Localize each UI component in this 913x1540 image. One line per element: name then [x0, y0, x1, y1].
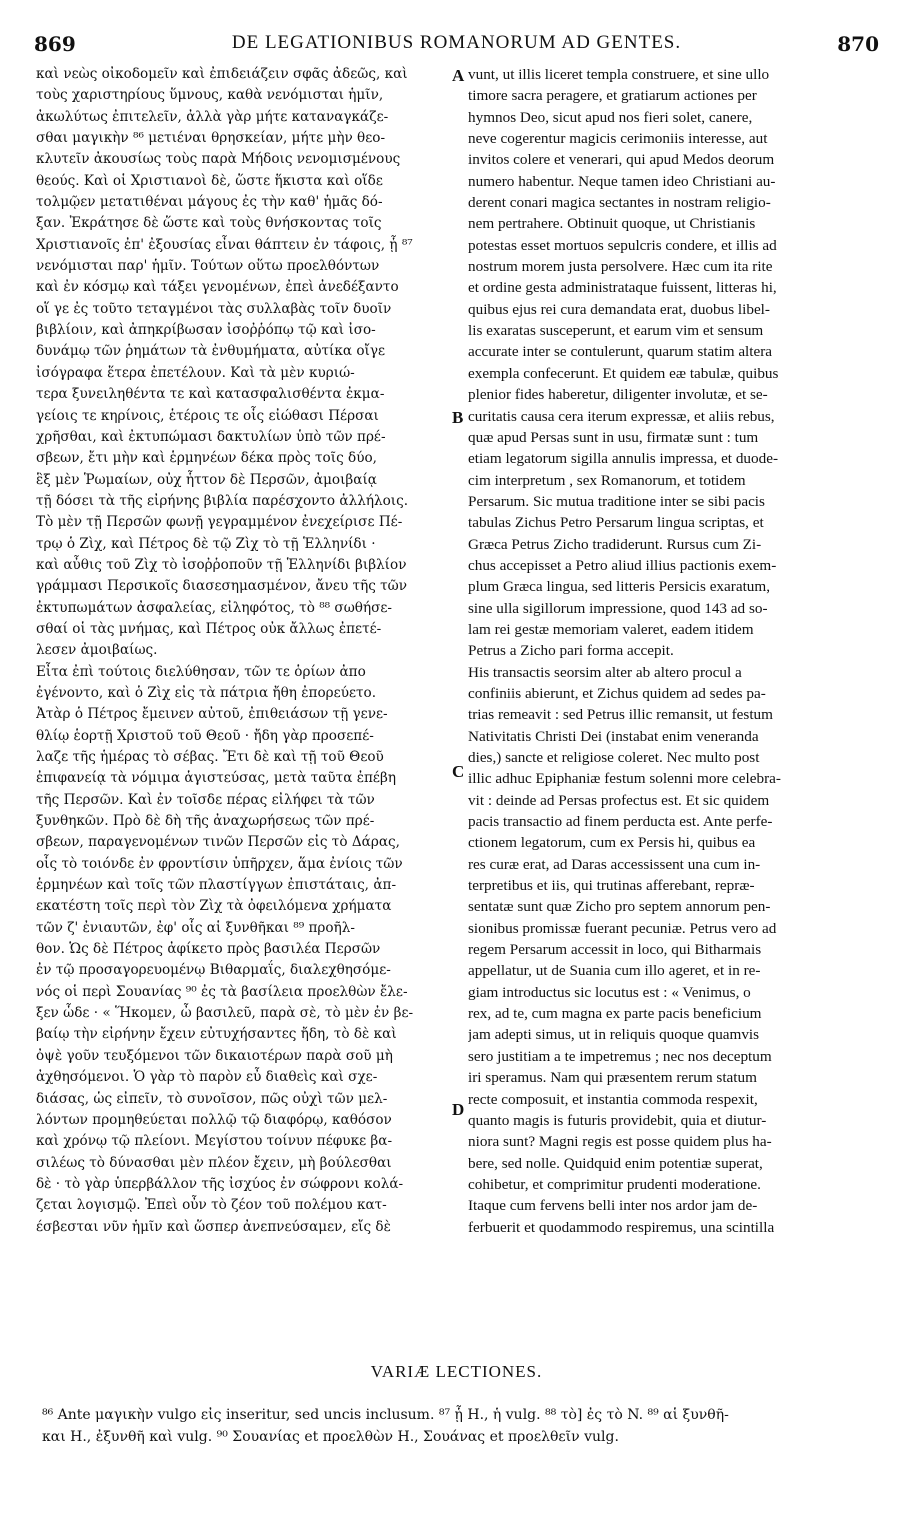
greek-text-line: έσβεσται νῦν ἡμῖν καὶ ὥσπερ ἀνεπνεύσαμεν, εἴς δὲ — [36, 1218, 391, 1235]
running-title: DE LEGATIONIBUS ROMANORUM AD GENTES. — [231, 32, 682, 53]
greek-text-line: θον. Ὡς δὲ Πέτρος ἀφίκετο πρὸς βασιλέα Περσῶν — [36, 941, 381, 958]
section-marker-b: B — [452, 408, 464, 427]
latin-text-line: chus accepisset a Petro aliud illius pactionis exem- — [468, 556, 777, 574]
greek-text-line: θεούς. Καὶ οἱ Χριστιανοὶ δὲ, ὥστε ἥκιστα καὶ οἵδε — [36, 172, 383, 189]
greek-text-line: ἑρμηνέων καὶ τοῖς τῶν πλαστίγγων ἐπιστάταις, ἀπ- — [36, 877, 397, 894]
latin-text-line: sero justitiam a te impetremus ; nec nos deceptum — [468, 1047, 772, 1065]
greek-text-line: βιβλίοιν, καὶ ἀπηκρίβωσαν ἰσοῤῥόπῳ τῷ καὶ ἰσο- — [36, 322, 376, 339]
latin-text-line: lam rei gestæ memoriam valeret, eadem itidem — [468, 620, 754, 638]
page-number-left: 869 — [34, 32, 76, 56]
latin-text-line: rex, ad te, cum magna ex parte pacis beneficium — [468, 1005, 762, 1023]
greek-text-column — [36, 64, 454, 1238]
greek-text-line: λεσεν ἀμοιβαίως. — [36, 642, 158, 659]
latin-text-line: terpretibus et iis, qui trutinas afferebant, repræ- — [468, 877, 755, 895]
latin-text-line: numero habentur. Neque tamen ideo Christiani au- — [468, 172, 776, 190]
latin-text-line: et ordine gesta administrataque fuissent, litteras hi, — [468, 279, 777, 297]
latin-text-line: res curæ erat, ad Daras accessissent una cum in- — [468, 855, 761, 873]
latin-text-line: ctionem legatorum, cum ex Persis hi, quibus ea — [468, 834, 756, 852]
greek-text-line: ἰσόγραφα ἕτερα ἐπετέλουν. Καὶ τὰ μὲν κυριώ- — [36, 364, 355, 381]
footnotes — [42, 1404, 878, 1448]
greek-text-line: Τὸ μὲν τῇ Περσῶν φωνῇ γεγραμμένον ἐνεχείρισε Πέ- — [36, 514, 403, 531]
greek-text-line: λόντων προμηθεύεται πολλῷ τῷ διαφόρῳ, καθόσον — [36, 1111, 392, 1128]
greek-text-line: λαζε τῆς ἡμέρας τὸ σέβας. Ἔτι δὲ καὶ τῇ τοῦ Θεοῦ — [36, 749, 384, 765]
latin-text-line: Nativitatis Christi Dei (instabat enim veneranda — [468, 727, 759, 745]
latin-text-line: Græca Petrus Zicho tradiderunt. Rursus cum Zi- — [468, 535, 762, 553]
greek-text-line: ἐπιφανείᾳ τὰ νόμιμα ἁγιστεύσας, μετὰ ταῦτα ἐπέβη — [36, 770, 396, 787]
greek-text-line: σβεων, ἔτι μὴν καὶ ἑρμηνέων δέκα πρὸς τοῖς δύο, — [36, 450, 377, 467]
latin-text-line: Itaque cum fervens belli inter nos ardor jam de- — [468, 1197, 758, 1215]
greek-text-line: τρῳ ὁ Ζὶχ, καὶ Πέτρος δὲ τῷ Ζὶχ τὸ τῇ Ἑλληνίδι · — [36, 535, 376, 552]
greek-text-line: νενόμισται παρ' ἡμῖν. Τούτων οὕτω προελθόντων — [36, 258, 380, 275]
latin-text-line: hymnos Deo, sicut apud nos fieri solet, canere, — [468, 108, 753, 126]
latin-text-line: exempla confecerunt. Et quidem eæ tabulæ, quibus — [468, 364, 779, 382]
greek-text-line: τῇ δόσει τὰ τῆς εἰρήνης βιβλία παρέσχοντο ἀλλήλοις. — [36, 492, 409, 509]
greek-text-line: ξυνθηκῶν. Πρὸ δὲ δὴ τῆς ἀναχωρήσεως τῶν πρέ- — [36, 813, 375, 830]
greek-text-line: σθαί οἱ τὰς μνήμας, καὶ Πέτρος οὐκ ἄλλως ἐπετέ- — [36, 620, 382, 637]
footnote-line: και H., ἐξυνθῆ καὶ vulg. ⁹⁰ Σουανίας et προελθὼν H., Σουάνας et προελθεῖν vulg. — [42, 1429, 619, 1445]
greek-text-line: ξαν. Ἐκράτησε δὲ ὥστε καὶ τοὺς θνήσκοντας τοῖς — [36, 215, 382, 232]
latin-text-line: invitos colere et venerari, qui apud Medos deorum — [468, 151, 775, 169]
greek-text-line: χρῆσθαι, καὶ ἐκτυπώμασι δακτυλίων ὑπὸ τῶν πρέ- — [36, 428, 386, 445]
latin-text-line: nem pertrahere. Obtinuit quoque, ut Christianis — [468, 215, 756, 233]
greek-text-line: ἐκτυπωμάτων ἀσφαλείας, εἰληφότος, τὸ ⁸⁸ σωθήσε- — [36, 599, 393, 616]
latin-text-line: lis exaratas susceperunt, et earum vim et sensum — [468, 322, 764, 340]
greek-text-line: διάσας, ὡς εἰπεῖν, τὸ συνοῖσον, πῶς οὐχὶ τῶν μελ- — [36, 1090, 388, 1107]
latin-text-line: sionibus promissæ fuerant pecuniæ. Petrus vero ad — [468, 919, 777, 937]
greek-text-line: δυνάμῳ τῶν ῥημάτων τὰ ἐνθυμήματα, αὐτίκα οἴγε — [36, 343, 385, 360]
latin-text-line: timore sacra peragere, et gratiarum actiones per — [468, 87, 757, 105]
greek-text-line: σιλέως τὸ δύνασθαι μὲν πλέον ἔχειν, μὴ βούλεσθαι — [36, 1154, 392, 1171]
greek-text-line: θλίῳ ἑορτῇ Χριστοῦ τοῦ Θεοῦ · ἤδη γὰρ προσεπέ- — [36, 727, 374, 744]
latin-text-line: giam introductus sic locutus est : « Venimus, o — [468, 983, 751, 1001]
latin-text-line: plum Græca lingua, sed litteris Persicis exaratum, — [468, 578, 770, 596]
greek-text-line: τολμῷεν μετατιθέναι μάγους ἐς τὴν καθ' ἡμᾶς δό- — [36, 194, 383, 211]
greek-text-line: ἀκωλύτως ἐπιτελεῖν, ἀλλὰ γὰρ μήτε καταναγκάζε- — [36, 108, 389, 125]
latin-text-line: ferbuerit et quodammodo respiremus, una scintilla — [468, 1218, 775, 1236]
greek-text-line: καὶ νεὼς οἰκοδομεῖν καὶ ἐπιδειάζειν σφᾶς ἀδεῶς, καὶ — [36, 66, 408, 82]
latin-text-line: cohibetur, et comprimitur prudenti moderatione. — [468, 1175, 761, 1193]
greek-text-line: καὶ ἐν κόσμῳ καὶ τάξει γενομένων, ἐπεὶ ἀνεδέξαντο — [36, 279, 399, 296]
latin-text-column — [468, 64, 878, 1238]
greek-text-line: τοὺς χαριστηρίους ὕμνους, καθὰ νενόμισται ἡμῖν, — [36, 87, 384, 104]
greek-text-line: γράμμασι Περσικοῖς διασεσημασμένον, ἄνευ τῆς τῶν — [36, 578, 408, 595]
latin-text-line: dies,) sancte et religiose coleret. Nec multo post — [468, 749, 760, 766]
latin-text-line: sine ulla sigillorum impressione, quod 143 ad so- — [468, 599, 768, 617]
latin-text-line: quibus ejus rei cura demandata erat, duobus libel- — [468, 300, 770, 318]
latin-text-line: His transactis seorsim alter ab altero procul a — [468, 663, 742, 681]
latin-text-line: plenior fides haberetur, diligenter involutæ, et se- — [468, 386, 768, 404]
latin-text-line: etiam legatorum sigilla annulis impressa, et duode- — [468, 450, 779, 468]
greek-text-line: Ἀτὰρ ὁ Πέτρος ἔμεινεν αὐτοῦ, ἐπιθειάσων τῇ γενε- — [36, 706, 388, 723]
section-marker-c: C — [452, 762, 465, 781]
latin-text-line: accurate inter se contulerunt, quarum statim altera — [468, 343, 773, 361]
latin-text-line: illic adhuc Epiphaniæ festum solenni more celebra- — [468, 770, 781, 788]
latin-text-line: cim interpretum , sex Romanorum, et totidem — [468, 471, 746, 489]
page-header — [34, 32, 879, 62]
latin-text-line: appellatur, ut de Suania cum illo ageret, et in re- — [468, 962, 761, 980]
latin-text-line: sentatæ sunt quæ Zicho pro septem annorum pen- — [468, 898, 771, 916]
greek-text-line: τῶν ζ' ἐνιαυτῶν, ἐφ' οἷς αἱ ξυνθῆκαι ⁸⁹ προῆλ- — [36, 919, 355, 936]
latin-text-line: vunt, ut illis liceret templa construere, et sine ullo — [468, 66, 770, 83]
greek-text-line: καὶ χρόνῳ τῷ πλείονι. Μεγίστου τοίνυν πέφυκε βα- — [36, 1133, 393, 1150]
greek-text-line: ἓξ μὲν Ῥωμαίων, οὐχ ἧττον δὲ Περσῶν, ἀμοιβαίᾳ — [36, 471, 377, 488]
latin-text-line: vit : deinde ad Persas profectus est. Et sic quidem — [468, 791, 770, 809]
latin-text-line: derent conari magica sectantes in nostram religio- — [468, 194, 771, 212]
latin-text-line: iri speramus. Nam qui præsentem rerum statum — [468, 1069, 757, 1087]
greek-text-line: Εἶτα ἐπὶ τούτοις διελύθησαν, τῶν τε ὁρίων ἀπο — [36, 663, 366, 680]
page-number-right: 870 — [837, 32, 879, 56]
greek-text-line: οἷς τὸ τοιόνδε ἐν φροντίσιν ὑπῆρχεν, ἅμα ἐνίοις τῶν — [36, 855, 403, 872]
greek-text-line: τερα ξυνειληθέντα τε καὶ κατασφαλισθέντα ἐκμα- — [36, 386, 385, 403]
greek-text-line: βαίῳ τὴν εἰρήνην ἔχειν εὐτυχήσαντες ἤδη, τὸ δὲ καὶ — [36, 1026, 397, 1043]
latin-text-line: confiniis abierunt, et Zichus quidem ad sedes pa- — [468, 684, 766, 702]
greek-text-line: νός οἱ περὶ Σουανίας ⁹⁰ ἐς τὰ βασίλεια προελθὼν ἔλε- — [36, 983, 408, 1000]
latin-text-line: recte composuit, et instantia commoda respexit, — [468, 1090, 758, 1108]
greek-text-line: σβεων, παραγενομένων τινῶν Περσῶν εἰς τὸ Δάρας, — [36, 834, 400, 851]
latin-text-line: niora sunt? Magni regis est posse quidem plus ha- — [468, 1133, 772, 1151]
latin-text-line: jam adepti simus, ut in reliquis quoque quamvis — [468, 1026, 760, 1044]
latin-text-line: regem Persarum accessit in loco, qui Bitharmais — [468, 941, 762, 959]
greek-text-line: Χριστιανοῖς ἐπ' ἐξουσίας εἶναι θάπτειν ἐν τάφοις, ᾗ ⁸⁷ — [36, 236, 413, 253]
latin-text-line: potestas esset mortuos sepulcris condere, et illis ad — [468, 236, 777, 254]
greek-text-line: σθαι μαγικὴν ⁸⁶ μετιέναι θρησκείαν, μήτε μὴν θεο- — [36, 130, 386, 147]
latin-text-line: pacis transactio ad finem perducta est. Ante perfe- — [468, 813, 773, 831]
section-marker-a: A — [452, 66, 465, 85]
greek-text-line: τῆς Περσῶν. Καὶ ἐν τοῖσδε πέρας εἰλήφει τὰ τῶν — [36, 791, 375, 808]
latin-text-line: Persarum. Sic mutua traditione inter se sibi pacis — [468, 492, 765, 510]
latin-text-line: neve cogerentur magicis cerimoniis interesse, aut — [468, 130, 768, 148]
greek-text-line: εκατέστη τοῖς περὶ τὸν Ζὶχ τὰ ὀφειλόμενα χρήματα — [36, 898, 392, 915]
greek-text-line: γείοις τε κηρίνοις, ἑτέροις τε οἷς εἰώθασι Πέρσαι — [36, 407, 379, 424]
latin-text-line: nostrum morem justa persolvere. Hæc cum ita rite — [468, 258, 773, 276]
greek-text-line: ἐγένοντο, καὶ ὁ Ζὶχ εἰς τὰ πάτρια ἤθη ἐπορεύετο. — [36, 684, 377, 701]
greek-text-line: ἐν τῷ προσαγορευομένῳ Βιθαρμαΐς, διαλεχθησόμε- — [36, 962, 391, 979]
latin-text-line: tabulas Zichus Petro Persarum lingua scriptas, et — [468, 514, 764, 532]
latin-text-line: quanto magis is futuris providebit, quia et diutur- — [468, 1111, 767, 1129]
greek-text-line: δὲ · τὸ γὰρ ὑπερβάλλον τῆς ἰσχύος ἐν σώφρονι κολά- — [36, 1175, 404, 1192]
greek-text-line: κλυτεῖν ἀκουσίως τοὺς παρὰ Μήδοις νενομισμένους — [36, 151, 401, 168]
latin-text-line: curitatis causa cera iterum expressæ, et aliis rebus, — [468, 407, 775, 425]
greek-text-line: ξεν ὧδε · « Ἥκομεν, ὦ βασιλεῦ, παρὰ σὲ, τὸ μὲν ἐν βε- — [36, 1005, 414, 1022]
latin-text-line: trias remeavit : sed Petrus illic remansit, ut festum — [468, 706, 773, 724]
variae-lectiones-heading: VARIÆ LECTIONES. — [370, 1362, 543, 1381]
greek-text-line: καὶ αὖθις τοῦ Ζὶχ τὸ ἰσοῤῥοποῦν τῇ Ἑλληνίδι βιβλίον — [36, 556, 407, 573]
greek-text-line: ἀχθησόμενοι. Ὁ γὰρ τὸ παρὸν εὖ διαθεὶς καὶ σχε- — [36, 1069, 378, 1086]
latin-text-line: Petrus a Zicho pari forma accepit. — [468, 642, 674, 660]
greek-text-line: ὀψὲ γοῦν τευξόμενοι τῶν δικαιοτέρων παρὰ σοῦ μὴ — [36, 1047, 393, 1064]
latin-text-line: bere, sed nolle. Quidquid enim potentiæ superat, — [468, 1154, 763, 1172]
greek-text-line: ζεται λογισμῷ. Ἐπεὶ οὖν τὸ ζέον τοῦ πολέμου κατ- — [36, 1197, 387, 1214]
greek-text-line: οἵ γε ἐς τοῦτο τεταγμένοι τὰς συλλαβὰς τοῖν δυοῖν — [36, 300, 392, 317]
footnote-line: ⁸⁶ Ante μαγικὴν vulgo εἰς inseritur, sed uncis inclusum. ⁸⁷ ᾗ H., ἡ vulg. ⁸⁸ τὸ] ἐς τὸ N. ⁸⁹ αἱ ξυνθῆ- — [42, 1407, 729, 1423]
section-marker-d: D — [452, 1100, 465, 1119]
latin-text-line: quæ apud Persas sunt in usu, firmatæ sunt : tum — [468, 428, 759, 446]
